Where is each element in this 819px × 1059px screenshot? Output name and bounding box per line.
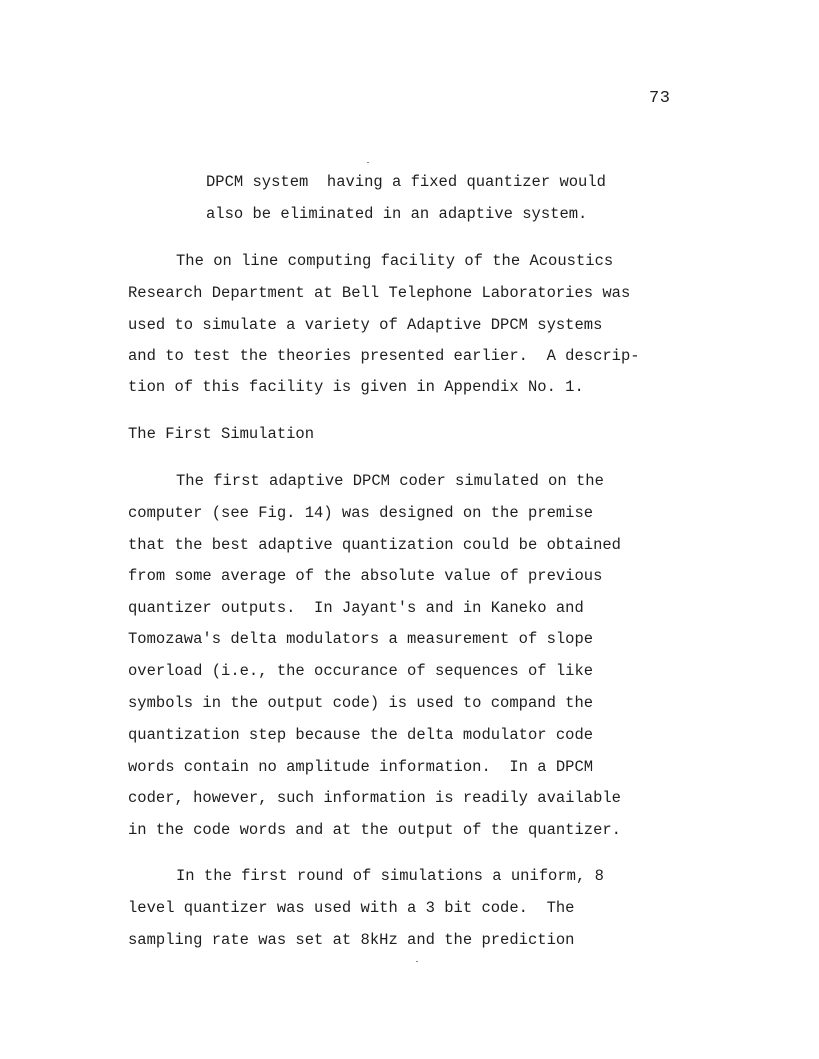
paragraph-line: quantization step because the delta modulator code — [128, 726, 594, 744]
paragraph-line: overload (i.e., the occurance of sequences of like — [128, 662, 594, 680]
paragraph-line: from some average of the absolute value of previous — [128, 567, 603, 585]
paragraph-line: coder, however, such information is readily available — [128, 789, 621, 807]
paragraph-line: tion of this facility is given in Appendix No. 1. — [128, 378, 584, 396]
section-heading: The First Simulation — [128, 425, 315, 443]
paragraph-line: Tomozawa's delta modulators a measurement of slope — [128, 630, 594, 648]
indented-text-line: also be eliminated in an adaptive system. — [206, 205, 588, 223]
paragraph-line: Research Department at Bell Telephone Laboratories was — [128, 284, 631, 302]
paragraph-line: in the code words and at the output of the quantizer. — [128, 821, 621, 839]
scan-speck — [416, 961, 418, 962]
paragraph-line: that the best adaptive quantization could be obtained — [128, 536, 621, 554]
paragraph-line: quantizer outputs. In Jayant's and in Kaneko and — [128, 599, 584, 617]
paragraph-line: sampling rate was set at 8kHz and the prediction — [128, 931, 575, 949]
paragraph-line: used to simulate a variety of Adaptive DPCM systems — [128, 316, 603, 334]
paragraph-line: computer (see Fig. 14) was designed on the premise — [128, 504, 594, 522]
scan-speck — [367, 162, 369, 163]
paragraph-line: In the first round of simulations a uniform, 8 — [176, 867, 604, 885]
paragraph-line: words contain no amplitude information. In a DPCM — [128, 758, 594, 776]
paragraph-line: and to test the theories presented earlier. A descrip- — [128, 347, 640, 365]
paragraph-line: symbols in the output code) is used to compand the — [128, 694, 594, 712]
paragraph-line: The first adaptive DPCM coder simulated on the — [176, 472, 604, 490]
paragraph-line: The on line computing facility of the Acoustics — [176, 252, 614, 270]
indented-text-line: DPCM system having a fixed quantizer would — [206, 173, 606, 191]
page-number: 73 — [649, 89, 671, 108]
paragraph-line: level quantizer was used with a 3 bit code. The — [128, 899, 575, 917]
